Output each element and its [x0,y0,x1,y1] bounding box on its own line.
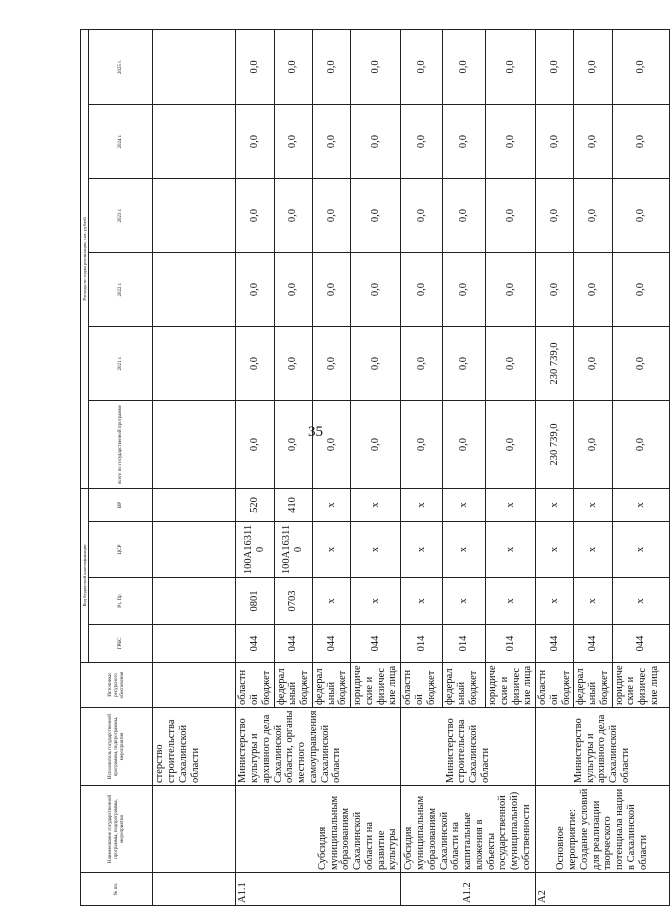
a12-r3-grbs: 014 [486,625,536,663]
a12-r1-vr: х [401,489,443,522]
table-row [401,29,443,905]
a2-r3-2022: 0,0 [612,253,669,327]
header-no: № пп. [81,873,153,906]
a11-r3-csr: х [312,522,350,578]
header-row-1 [81,29,89,905]
a2-r3-total: 0,0 [612,401,669,489]
a11-r2-2023: 0,0 [274,179,312,253]
header-2024: 2024 г. [89,105,153,179]
a12-r1-rzpr: х [401,578,443,625]
a11-name: Субсидия муниципальным образованиям Сахалинской области на развитие культуры [236,786,401,873]
a12-r1-2024: 0,0 [401,105,443,179]
a12-r3-2022: 0,0 [486,253,536,327]
cont-total [153,401,236,489]
a11-r3-2021: 0,0 [312,327,350,401]
header-grbs: ГРБС [89,625,153,663]
a2-no: А2 [536,873,670,906]
a12-r1-2022: 0,0 [401,253,443,327]
a11-r1-2024: 0,0 [236,105,274,179]
a12-r3-2024: 0,0 [486,105,536,179]
a12-r3-total: 0,0 [486,401,536,489]
a11-r3-total: 0,0 [312,401,350,489]
a2-r3-2025: 0,0 [612,29,669,104]
a12-r2-source: федеральный бюджет [443,663,486,708]
a11-r1-rzpr: 0801 [236,578,274,625]
a2-r1-2025: 0,0 [536,29,574,104]
a12-no: А1.2 [401,873,536,906]
a11-r3-source: федеральный бюджет [312,663,350,708]
a2-r2-total: 0,0 [574,401,612,489]
cont-vr [153,489,236,522]
header-total: всего по государственной программе [89,401,153,489]
a12-r3-2023: 0,0 [486,179,536,253]
a11-r4-csr: х [351,522,401,578]
a2-r2-2024: 0,0 [574,105,612,179]
cont-csr [153,522,236,578]
a11-r1-vr: 520 [236,489,274,522]
a12-r1-2025: 0,0 [401,29,443,104]
cont-name [153,786,236,873]
a12-r2-2025: 0,0 [443,29,486,104]
a11-r2-grbs: 044 [274,625,312,663]
a12-r2-grbs: 014 [443,625,486,663]
a2-name: Основное мероприятие: Создание условий для реализации творческого потенциала нации в Сахалинской области [536,786,670,873]
a11-r4-vr: х [351,489,401,522]
cont-2022 [153,253,236,327]
a11-r1-2021: 0,0 [236,327,274,401]
a11-r4-2025: 0,0 [351,29,401,104]
header-2021: 2021 г. [89,327,153,401]
a2-r1-total: 230 739,0 [536,401,574,489]
a11-r1-2022: 0,0 [236,253,274,327]
a2-r2-rzpr: х [574,578,612,625]
a2-r2-2023: 0,0 [574,179,612,253]
a2-r2-2021: 0,0 [574,327,612,401]
a12-r2-2021: 0,0 [443,327,486,401]
a11-r2-total: 0,0 [274,401,312,489]
a11-r2-2025: 0,0 [274,29,312,104]
a12-executor: Министерство строительства Сахалинской области [401,708,536,786]
header-executor: Исполнитель государственной программы, подпрограммы, мероприятия [81,708,153,786]
a2-r1-vr: х [536,489,574,522]
header-2022: 2022 г. [89,253,153,327]
a2-r3-source: юридические и физические лица [612,663,669,708]
a12-r2-vr: х [443,489,486,522]
cont-2024 [153,105,236,179]
table-row [236,29,274,905]
a12-r3-source: юридические и физические лица [486,663,536,708]
page-number: 35 [308,424,323,440]
a11-r2-2024: 0,0 [274,105,312,179]
cont-source [153,663,236,708]
header-source: Источники ресурсного обеспечения [81,663,153,708]
header-2025: 2025 г. [89,29,153,104]
a11-r3-2023: 0,0 [312,179,350,253]
a11-r2-vr: 410 [274,489,312,522]
rotated-table-wrapper [80,30,660,906]
a2-r3-2024: 0,0 [612,105,669,179]
table-row [536,29,574,905]
a12-name: Субсидия муниципальным образованиям Сахалинской области на капитальные вложения в объекты государственной (муниципальной) собственности [401,786,536,873]
a2-r1-2021: 230 739,0 [536,327,574,401]
a12-r2-csr: х [443,522,486,578]
a2-r3-2021: 0,0 [612,327,669,401]
a12-r2-total: 0,0 [443,401,486,489]
cont-2021 [153,327,236,401]
a11-r1-source: областной бюджет [236,663,274,708]
a2-r2-source: федеральный бюджет [574,663,612,708]
a2-r1-2024: 0,0 [536,105,574,179]
a11-r1-csr: 100А163110 [236,522,274,578]
a12-r3-vr: х [486,489,536,522]
header-name: Наименование государственной программы, подпрограммы, мероприятия [81,786,153,873]
a2-r1-csr: х [536,522,574,578]
a11-r4-2022: 0,0 [351,253,401,327]
a2-r1-grbs: 044 [536,625,574,663]
a11-r3-2024: 0,0 [312,105,350,179]
header-expenses: Расходы по годам реализации, тыс. рублей [81,29,89,488]
a12-r1-source: областной бюджет [401,663,443,708]
continuation-row [153,29,236,905]
a2-r2-csr: х [574,522,612,578]
a11-r3-rzpr: х [312,578,350,625]
a2-r2-2022: 0,0 [574,253,612,327]
cont-executor: стерство строительства Сахалинской области [153,708,236,786]
header-rzpr: Рз, Пр [89,578,153,625]
cont-2025 [153,29,236,104]
a2-r3-2023: 0,0 [612,179,669,253]
a2-r3-vr: х [612,489,669,522]
a11-r4-2023: 0,0 [351,179,401,253]
a11-r1-2025: 0,0 [236,29,274,104]
a11-r2-2021: 0,0 [274,327,312,401]
a11-r3-2025: 0,0 [312,29,350,104]
a12-r2-2024: 0,0 [443,105,486,179]
a11-r4-total: 0,0 [351,401,401,489]
a11-r3-vr: х [312,489,350,522]
a12-r1-csr: х [401,522,443,578]
a11-r4-source: юридические и физические лица [351,663,401,708]
a12-r2-2023: 0,0 [443,179,486,253]
a11-r4-rzpr: х [351,578,401,625]
header-budget-class: Код бюджетной классификации [81,489,89,663]
a12-r1-2021: 0,0 [401,327,443,401]
header-csr: ЦСР [89,522,153,578]
cont-grbs [153,625,236,663]
a11-r2-2022: 0,0 [274,253,312,327]
a11-no: А1.1 [236,873,401,906]
budget-table [80,29,670,906]
a12-r2-rzpr: х [443,578,486,625]
a2-r3-grbs: 044 [612,625,669,663]
a12-r3-rzpr: х [486,578,536,625]
a2-r1-2023: 0,0 [536,179,574,253]
a11-r3-grbs: 044 [312,625,350,663]
a2-r2-grbs: 044 [574,625,612,663]
a11-r1-2023: 0,0 [236,179,274,253]
a11-r4-2021: 0,0 [351,327,401,401]
cont-2023 [153,179,236,253]
a12-r1-grbs: 014 [401,625,443,663]
a11-executor: Министерство культуры и архивного дела Сахалинской области, органы местного самоуправления Сахалинской области [236,708,401,786]
a2-executor: Министерство культуры и архивного дела Сахалинской области [536,708,670,786]
a12-r3-csr: х [486,522,536,578]
a12-r3-2025: 0,0 [486,29,536,104]
a2-r3-rzpr: х [612,578,669,625]
a11-r2-rzpr: 0703 [274,578,312,625]
a2-r1-2022: 0,0 [536,253,574,327]
a11-r4-grbs: 044 [351,625,401,663]
a2-r1-rzpr: х [536,578,574,625]
a11-r4-2024: 0,0 [351,105,401,179]
a11-r1-total: 0,0 [236,401,274,489]
a12-r3-2021: 0,0 [486,327,536,401]
header-vr: ВР [89,489,153,522]
a12-r1-2023: 0,0 [401,179,443,253]
a11-r2-source: федеральный бюджет [274,663,312,708]
a11-r2-csr: 100А163110 [274,522,312,578]
a12-r1-total: 0,0 [401,401,443,489]
a12-r2-2022: 0,0 [443,253,486,327]
cont-rzpr [153,578,236,625]
cont-no [153,873,236,906]
a11-r1-grbs: 044 [236,625,274,663]
header-2023: 2023 г. [89,179,153,253]
a11-r3-2022: 0,0 [312,253,350,327]
a2-r2-2025: 0,0 [574,29,612,104]
a2-r1-source: областной бюджет [536,663,574,708]
a2-r3-csr: х [612,522,669,578]
a2-r2-vr: х [574,489,612,522]
